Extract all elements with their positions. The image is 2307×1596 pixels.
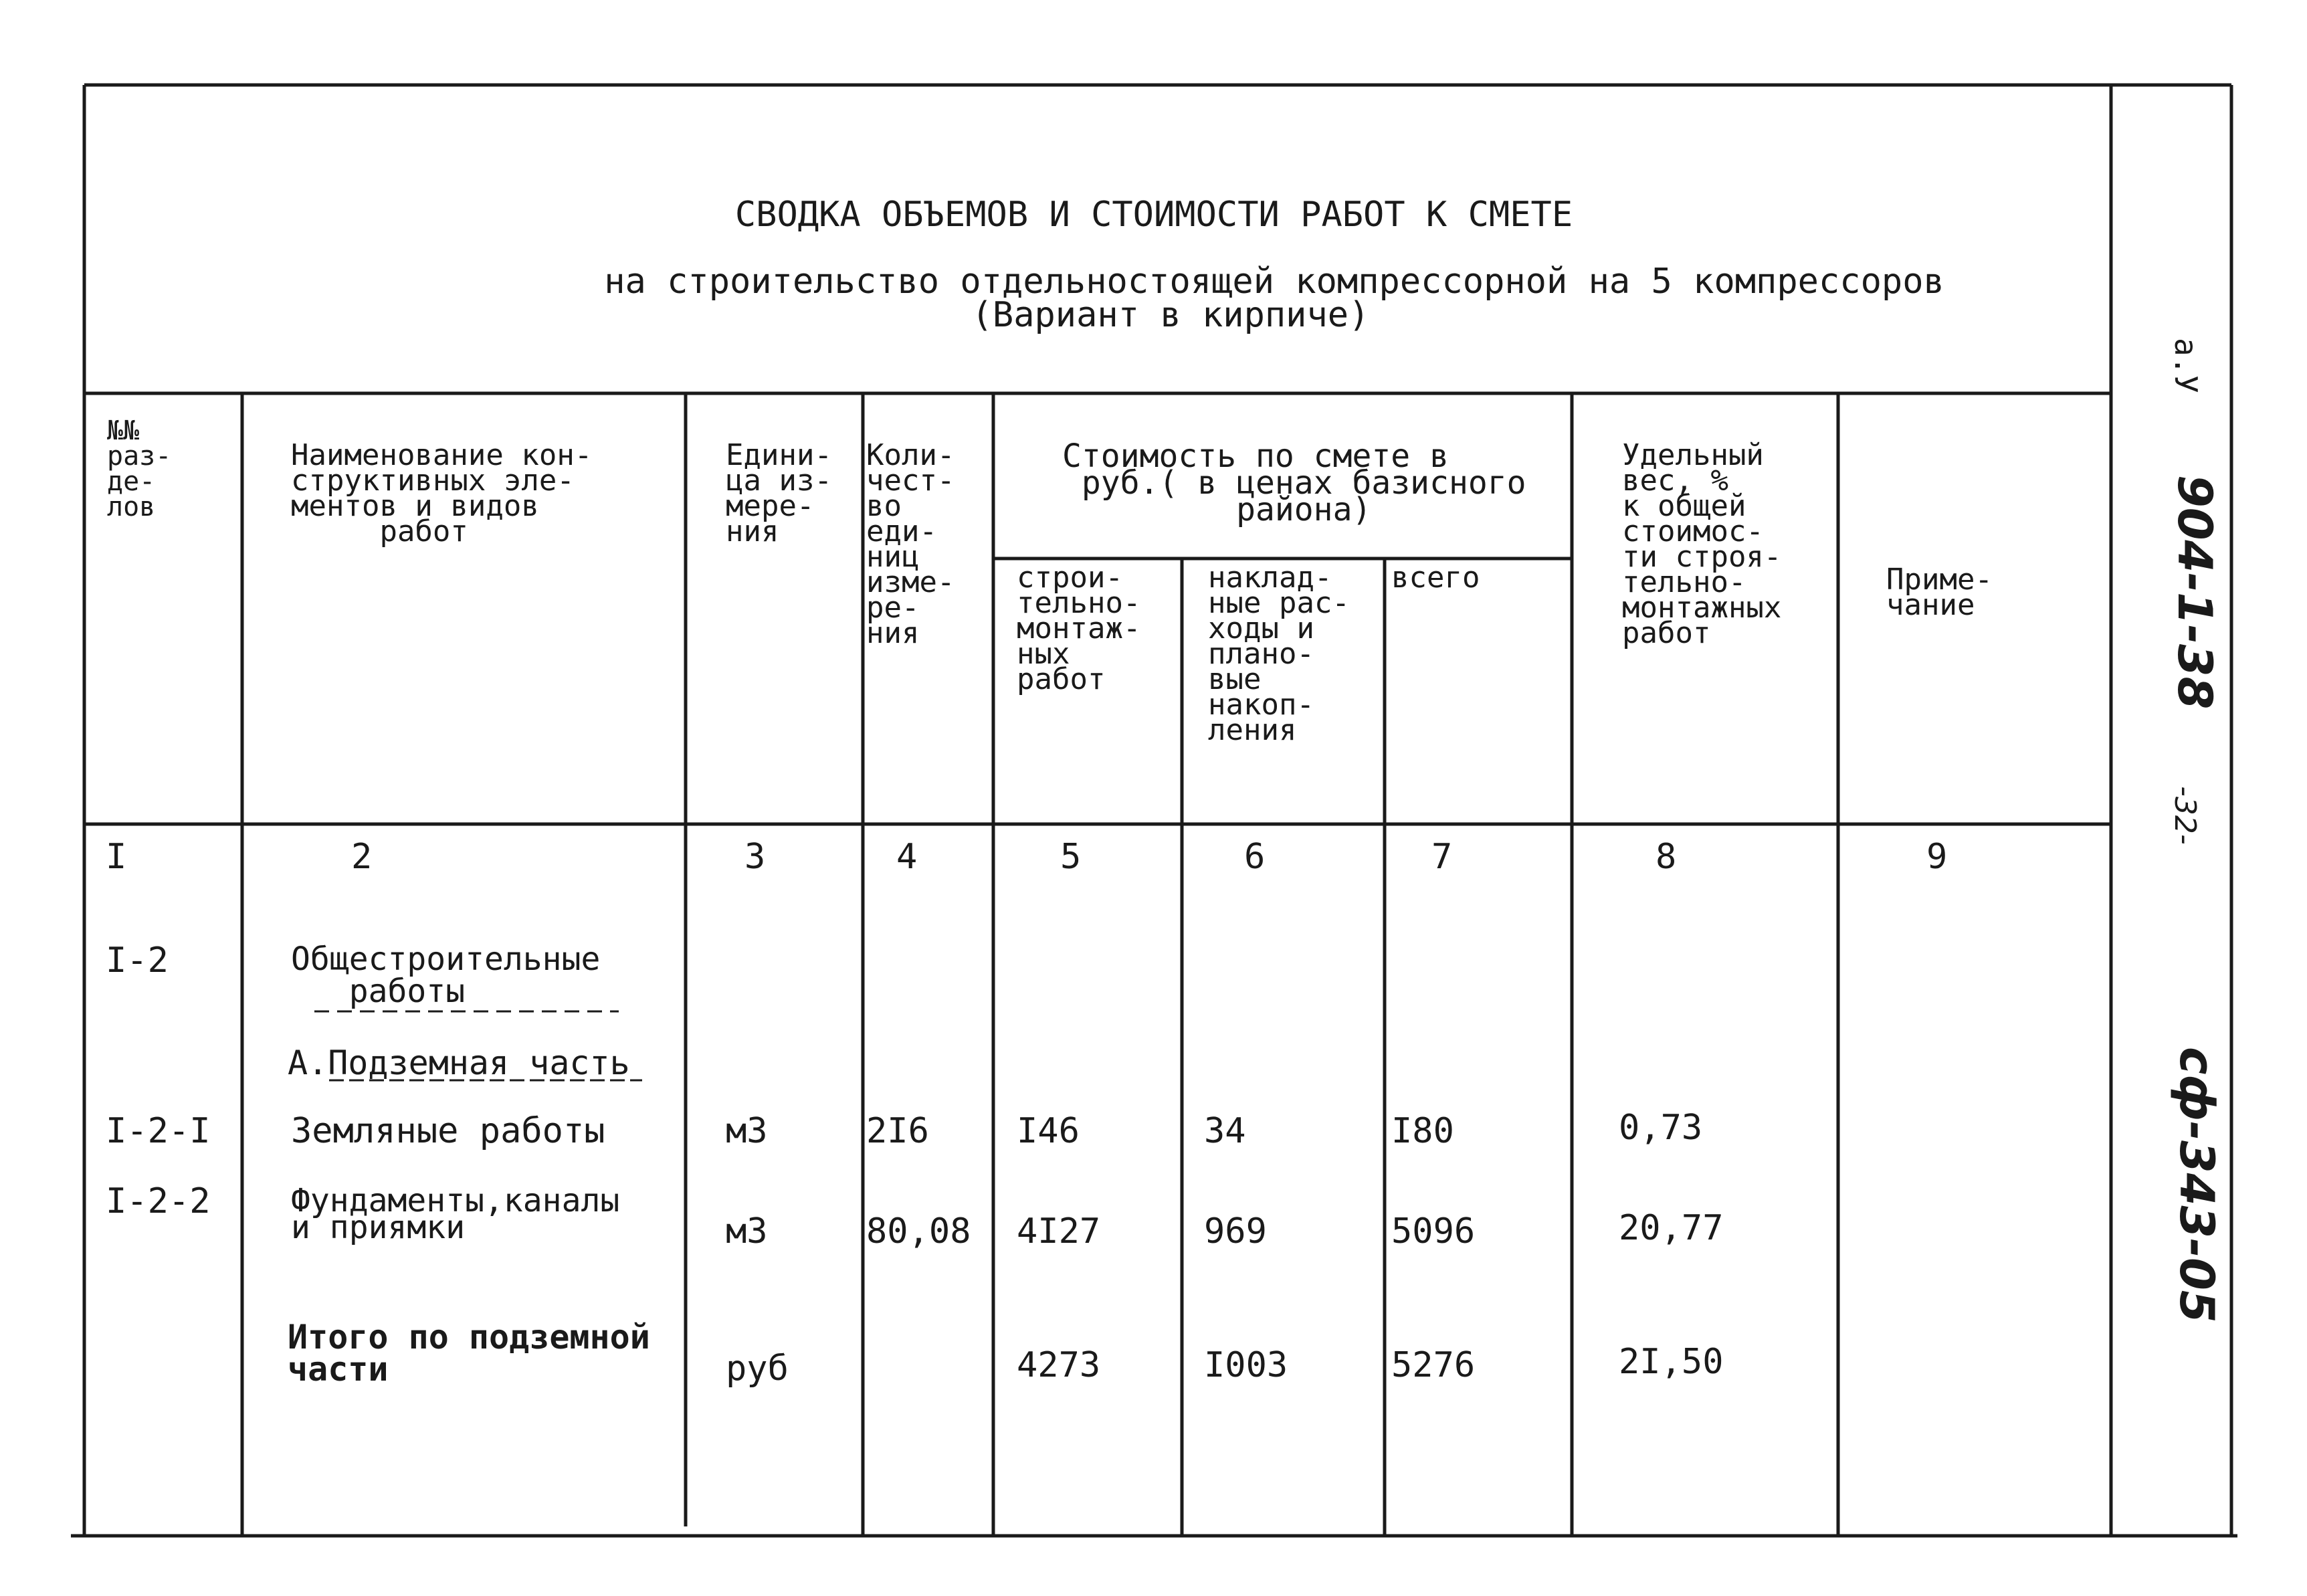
- header-overhead-cost: наклад- ные рас- ходы и плано- вые накоп- ления: [1208, 561, 1350, 747]
- header-cost-group: Стоимость по смете в руб.( в ценах базисного района): [1062, 437, 1526, 528]
- row-total-cost: 5276: [1391, 1345, 1476, 1385]
- header-element-name: Наименование кон- структивных эле- ментов и видов работ: [291, 438, 593, 548]
- col-number-9: 9: [1926, 837, 1948, 877]
- row-unit: м3: [726, 1111, 768, 1151]
- row-share: 0,73: [1619, 1108, 1703, 1148]
- side-project-number: 904-1-38: [2167, 475, 2222, 710]
- header-total-cost: всего: [1391, 561, 1480, 595]
- side-page-number: -32-: [2168, 786, 2202, 845]
- row-number: I-2-2: [106, 1181, 211, 1221]
- header-section-number: №№ раз- де- лов: [107, 415, 172, 522]
- col-number-6: 6: [1244, 837, 1266, 877]
- col-number-7: 7: [1431, 837, 1453, 877]
- row-subsection-name: А.Подземная часть: [288, 1043, 630, 1082]
- side-album-label: а.У: [2168, 338, 2204, 394]
- header-share: Удельный вес, % к общей стоимос- ти строя- тельно- монтажных работ: [1622, 438, 1782, 650]
- row-subtotal-name: Итого по подземной части: [288, 1318, 650, 1389]
- row-overhead-cost: 34: [1204, 1111, 1246, 1151]
- header-smr-cost: строи- тельно- монтаж- ных работ: [1017, 561, 1141, 696]
- row-share: 20,77: [1619, 1208, 1724, 1248]
- row-smr-cost: 4I27: [1017, 1211, 1101, 1252]
- row-unit: руб: [726, 1349, 789, 1389]
- row-smr-cost: 4273: [1017, 1345, 1101, 1385]
- row-quantity: 80,08: [866, 1211, 971, 1252]
- header-unit: Едини- ца из- мере- ния: [726, 438, 832, 548]
- col-number-2: 2: [351, 837, 373, 877]
- row-section-number: I-2: [106, 940, 169, 981]
- row-total-cost: 5096: [1391, 1211, 1476, 1252]
- row-overhead-cost: 969: [1204, 1211, 1267, 1252]
- col-number-8: 8: [1656, 837, 1677, 877]
- header-note: Приме- чание: [1886, 563, 1993, 622]
- row-section-name: Общестроительные работы: [291, 940, 601, 1010]
- row-unit: м3: [726, 1211, 768, 1252]
- row-name: Земляные работы: [291, 1111, 605, 1151]
- col-number-3: 3: [744, 837, 766, 877]
- document-subtitle: на строительство отдельностоящей компрессорной на 5 компрессоров: [604, 262, 1944, 302]
- row-total-cost: I80: [1391, 1111, 1454, 1151]
- col-number-5: 5: [1060, 837, 1082, 877]
- col-number-1: I: [106, 837, 127, 877]
- document-subtitle-variant: (Вариант в кирпиче): [971, 295, 1370, 335]
- col-number-4: 4: [896, 837, 918, 877]
- row-name: Фундаменты,каналы и приямки: [291, 1182, 620, 1246]
- header-quantity: Коли- чест- во еди- ниц изме- ре- ния: [866, 438, 955, 650]
- side-code: сф-343-05: [2169, 1047, 2224, 1323]
- row-share: 2I,50: [1619, 1342, 1724, 1382]
- row-overhead-cost: I003: [1204, 1345, 1288, 1385]
- row-smr-cost: I46: [1017, 1111, 1080, 1151]
- row-number: I-2-I: [106, 1111, 211, 1151]
- row-quantity: 2I6: [866, 1111, 929, 1151]
- document-title: СВОДКА ОБЪЕМОВ И СТОИМОСТИ РАБОТ К СМЕТЕ: [734, 195, 1573, 235]
